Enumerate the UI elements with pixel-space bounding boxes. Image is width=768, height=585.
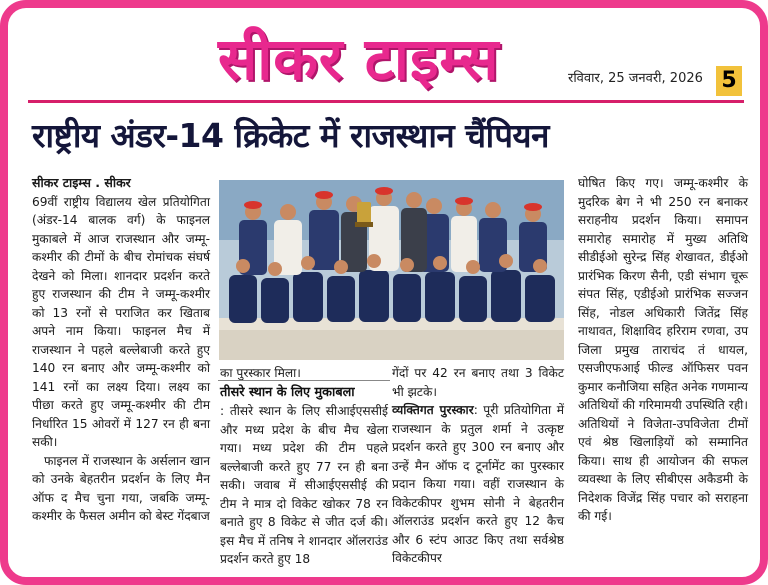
page-number: 5 [716, 66, 742, 96]
col2-paragraph-2: : तीसरे स्थान के लिए सीआईएससीई और मध्य प्रदेश के बीच मैच खेला गया। मध्य प्रदेश की टीम पहले बल्लेबाजी करते हुए 77 रन ही बना सकी। जवाब में सीआईएससीई की टीम ने मात्र दो विकेट खोकर 78 रन बनाते हुए 8 विकेट से जीत दर्ज की। इस मैच में तनिष ने शानदार ऑलराउंड प्रदर्शन करते हुए 18 [220, 404, 388, 566]
column-1 [32, 174, 210, 526]
column-2-divider [218, 380, 390, 381]
subhead-individual-awards: व्यक्तिगत पुरस्कार [392, 403, 474, 417]
team-photo-illustration [219, 180, 564, 360]
team-photo [219, 180, 564, 360]
headline: राष्ट्रीय अंडर-14 क्रिकेट में राजस्थान चैंपियन [32, 116, 549, 155]
byline: सीकर टाइम्स . सीकर [32, 175, 131, 190]
col1-paragraph-1: 69वीं राष्ट्रीय विद्यालय खेल प्रतियोगिता (अंडर-14 बालक वर्ग) के फाइनल मुकाबले में आज राजस्थान और जम्मू-कश्मीर की टीमों के बीच रोमांचक संघर्ष देखने को मिला। शानदार प्रदर्शन करते हुए राजस्थान की टीम ने जम्मू-कश्मीर को 13 रनों से पराजित कर खिताब अपने नाम किया। फाइनल मैच में राजस्थान ने पहले बल्लेबाजी करते हुए 140 रन बनाए और जम्मू-कश्मीर को 141 रनों का लक्ष्य दिया। लक्ष्य का पीछा करते हुए जम्मू-कश्मीर की टीम निर्धारित 15 ओवरों में 127 रन ही बना सकी। [32, 194, 210, 449]
col4-paragraph-1: घोषित किए गए। जम्मू-कश्मीर के मुदरिक बेग ने भी 250 रन बनाकर सराहनीय प्रदर्शन किया। समापन समारोह समारोह में मुख्य अतिथि सीडीईओ सुरेन्द्र सिंह शेखावत, डीईओ प्रारंभिक किरण सैनी, एडी संभाग चूरू संपत सिंह, एडीईओ प्रारंभिक सज्जन सिंह, नोडल अधिकारी जितेंद्र सिंह नाथावत, शिक्षाविद हरिराम रणवा, उप जिला प्रमुख ताराचंद तं धायल, एसजीएफआई फील्ड ऑफिसर पवन कुमार कनौजिया सहित अनेक गणमान्य अतिथियों की गरिमामयी उपस्थिति रही। [578, 176, 748, 412]
column-4 [578, 174, 748, 526]
column-3 [392, 364, 564, 568]
masthead-rule [28, 100, 744, 103]
col1-paragraph-2: फाइनल में राजस्थान के अर्सलान खान को उनके बेहतरीन प्रदर्शन के लिए मैन ऑफ द मैच चुना गया, जबकि जम्मू-कश्मीर के फैसल अमीन को बेस्ट गेंदबाज [32, 453, 210, 523]
masthead: सीकर टाइम्स [218, 25, 500, 93]
subhead-third-place: तीसरे स्थान के लिए मुकाबला [220, 384, 355, 400]
col2-paragraph-1: का पुरस्कार मिला। [220, 366, 301, 380]
col3-paragraph-2: : पूरी प्रतियोगिता में राजस्थान के प्रतुल शर्मा ने उत्कृष्ट प्रदर्शन करते हुए 300 रन बनाए और उन्हें मैन ऑफ द टूर्नामेंट का पुरस्कार प्रदान किया गया। वहीं राजस्थान के विकेटकीपर शुभम सोनी ने बेहतरीन ऑलराउंड प्रदर्शन करते हुए 12 कैच और 6 स्टंप आउट किए तथा सर्वश्रेष्ठ विकेटकीपर [392, 403, 564, 565]
column-2 [220, 364, 388, 569]
col4-paragraph-2: अतिथियों ने विजेता-उपविजेता टीमों एवं श्रेष्ठ खिलाड़ियों को सम्मानित किया। साथ ही आयोजन की सफल व्यवस्था के लिए सीबीएस अकैडमी के निदेशक विजेंद्र सिंह पचार को सराहना की गई। [578, 416, 748, 523]
col3-paragraph-1: गेंदों पर 42 रन बनाए तथा 3 विकेट भी झटके। [392, 366, 564, 399]
dateline: रविवार, 25 जनवरी, 2026 [568, 71, 703, 86]
